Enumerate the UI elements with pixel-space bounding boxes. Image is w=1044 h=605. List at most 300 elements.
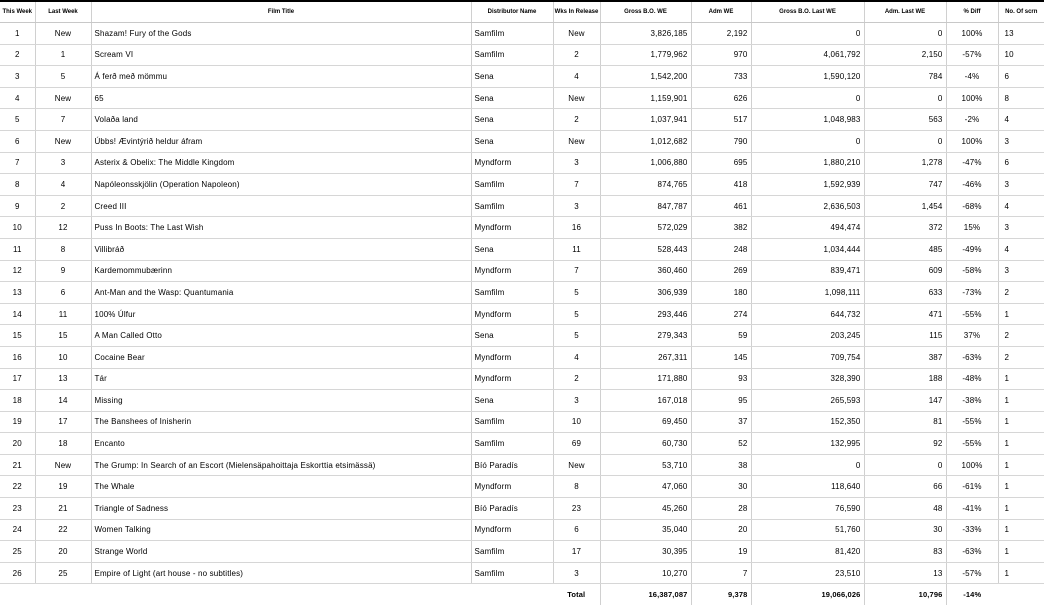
table-row — [0, 174, 1044, 196]
cell-percent-diff: -57% — [946, 562, 998, 584]
cell-last-week: 3 — [35, 152, 91, 174]
col-gross-we: Gross B.O. WE — [600, 1, 691, 23]
cell-adm-we: 790 — [691, 130, 751, 152]
cell-adm-last-we: 188 — [864, 368, 946, 390]
cell-gross-last-we: 709,754 — [751, 346, 864, 368]
cell-last-week: 9 — [35, 260, 91, 282]
cell-weeks-in-release: 2 — [553, 44, 600, 66]
cell-gross-last-we: 203,245 — [751, 325, 864, 347]
cell-gross-last-we: 4,061,792 — [751, 44, 864, 66]
cell-weeks-in-release: 4 — [553, 346, 600, 368]
cell-gross-last-we: 1,592,939 — [751, 174, 864, 196]
cell-adm-we: 461 — [691, 195, 751, 217]
cell-gross-we: 1,006,880 — [600, 152, 691, 174]
cell-no-of-screens: 6 — [998, 152, 1044, 174]
table-row — [0, 260, 1044, 282]
cell-adm-we: 59 — [691, 325, 751, 347]
cell-last-week: New — [35, 87, 91, 109]
cell-gross-we: 874,765 — [600, 174, 691, 196]
totals-gross-last-we: 19,066,026 — [751, 584, 864, 605]
cell-film-title: Cocaine Bear — [91, 346, 471, 368]
cell-adm-last-we: 13 — [864, 562, 946, 584]
cell-gross-last-we: 1,098,111 — [751, 282, 864, 304]
cell-adm-we: 52 — [691, 433, 751, 455]
table-row — [0, 476, 1044, 498]
cell-distributor: Sena — [471, 130, 553, 152]
cell-no-of-screens: 1 — [998, 562, 1044, 584]
cell-weeks-in-release: New — [553, 87, 600, 109]
cell-adm-last-we: 2,150 — [864, 44, 946, 66]
cell-last-week: 6 — [35, 282, 91, 304]
cell-weeks-in-release: 17 — [553, 541, 600, 563]
cell-last-week: 21 — [35, 498, 91, 520]
cell-gross-we: 847,787 — [600, 195, 691, 217]
cell-adm-last-we: 83 — [864, 541, 946, 563]
cell-percent-diff: -73% — [946, 282, 998, 304]
cell-percent-diff: -63% — [946, 346, 998, 368]
cell-last-week: 11 — [35, 303, 91, 325]
cell-weeks-in-release: 3 — [553, 152, 600, 174]
cell-adm-we: 19 — [691, 541, 751, 563]
cell-distributor: Myndform — [471, 368, 553, 390]
cell-gross-last-we: 0 — [751, 23, 864, 45]
cell-weeks-in-release: 6 — [553, 519, 600, 541]
cell-percent-diff: -55% — [946, 411, 998, 433]
cell-distributor: Samfilm — [471, 562, 553, 584]
cell-percent-diff: -46% — [946, 174, 998, 196]
cell-weeks-in-release: 11 — [553, 238, 600, 260]
table-row — [0, 519, 1044, 541]
cell-distributor: Samfilm — [471, 44, 553, 66]
totals-diff: -14% — [946, 584, 998, 605]
cell-percent-diff: -55% — [946, 433, 998, 455]
cell-last-week: 10 — [35, 346, 91, 368]
cell-distributor: Bíó Paradís — [471, 498, 553, 520]
cell-gross-we: 45,260 — [600, 498, 691, 520]
cell-this-week: 12 — [0, 260, 35, 282]
cell-distributor: Sena — [471, 390, 553, 412]
cell-percent-diff: 100% — [946, 23, 998, 45]
cell-adm-we: 517 — [691, 109, 751, 131]
cell-gross-last-we: 118,640 — [751, 476, 864, 498]
table-row — [0, 346, 1044, 368]
cell-adm-we: 274 — [691, 303, 751, 325]
cell-no-of-screens: 1 — [998, 411, 1044, 433]
cell-this-week: 18 — [0, 390, 35, 412]
table-row — [0, 195, 1044, 217]
col-film-title: Film Title — [91, 1, 471, 23]
cell-gross-we: 10,270 — [600, 562, 691, 584]
cell-percent-diff: -49% — [946, 238, 998, 260]
cell-weeks-in-release: 3 — [553, 390, 600, 412]
col-weeks-in-release: Wks In Release — [553, 1, 600, 23]
cell-adm-last-we: 81 — [864, 411, 946, 433]
cell-last-week: 7 — [35, 109, 91, 131]
table-row — [0, 325, 1044, 347]
cell-percent-diff: 100% — [946, 454, 998, 476]
cell-film-title: The Whale — [91, 476, 471, 498]
cell-distributor: Myndform — [471, 476, 553, 498]
cell-gross-we: 30,395 — [600, 541, 691, 563]
totals-adm-we: 9,378 — [691, 584, 751, 605]
cell-percent-diff: -38% — [946, 390, 998, 412]
cell-film-title: Triangle of Sadness — [91, 498, 471, 520]
cell-adm-we: 695 — [691, 152, 751, 174]
cell-film-title: 100% Úlfur — [91, 303, 471, 325]
cell-adm-we: 418 — [691, 174, 751, 196]
cell-gross-last-we: 1,048,983 — [751, 109, 864, 131]
table-row — [0, 541, 1044, 563]
cell-no-of-screens: 4 — [998, 195, 1044, 217]
cell-distributor: Samfilm — [471, 541, 553, 563]
cell-no-of-screens: 4 — [998, 109, 1044, 131]
cell-gross-we: 572,029 — [600, 217, 691, 239]
cell-this-week: 15 — [0, 325, 35, 347]
cell-distributor: Myndform — [471, 260, 553, 282]
cell-last-week: New — [35, 454, 91, 476]
cell-distributor: Sena — [471, 325, 553, 347]
cell-this-week: 7 — [0, 152, 35, 174]
cell-gross-last-we: 265,593 — [751, 390, 864, 412]
cell-percent-diff: -57% — [946, 44, 998, 66]
cell-gross-last-we: 328,390 — [751, 368, 864, 390]
cell-distributor: Bíó Paradís — [471, 454, 553, 476]
cell-distributor: Samfilm — [471, 195, 553, 217]
cell-no-of-screens: 1 — [998, 454, 1044, 476]
cell-adm-last-we: 48 — [864, 498, 946, 520]
cell-weeks-in-release: New — [553, 130, 600, 152]
cell-adm-last-we: 66 — [864, 476, 946, 498]
cell-gross-we: 1,037,941 — [600, 109, 691, 131]
cell-gross-last-we: 644,732 — [751, 303, 864, 325]
table-row — [0, 303, 1044, 325]
cell-percent-diff: -68% — [946, 195, 998, 217]
cell-adm-we: 145 — [691, 346, 751, 368]
col-gross-last-we: Gross B.O. Last WE — [751, 1, 864, 23]
cell-adm-last-we: 609 — [864, 260, 946, 282]
cell-this-week: 6 — [0, 130, 35, 152]
cell-no-of-screens: 10 — [998, 44, 1044, 66]
cell-film-title: Strange World — [91, 541, 471, 563]
cell-percent-diff: -41% — [946, 498, 998, 520]
cell-gross-we: 53,710 — [600, 454, 691, 476]
cell-weeks-in-release: New — [553, 454, 600, 476]
cell-film-title: Encanto — [91, 433, 471, 455]
table-row — [0, 44, 1044, 66]
cell-gross-we: 1,542,200 — [600, 66, 691, 88]
cell-gross-last-we: 0 — [751, 87, 864, 109]
cell-gross-we: 1,159,901 — [600, 87, 691, 109]
cell-this-week: 13 — [0, 282, 35, 304]
cell-gross-we: 171,880 — [600, 368, 691, 390]
totals-adm-last-we: 10,796 — [864, 584, 946, 605]
cell-no-of-screens: 13 — [998, 23, 1044, 45]
cell-weeks-in-release: 69 — [553, 433, 600, 455]
cell-film-title: Shazam! Fury of the Gods — [91, 23, 471, 45]
cell-adm-last-we: 30 — [864, 519, 946, 541]
cell-this-week: 17 — [0, 368, 35, 390]
cell-no-of-screens: 3 — [998, 130, 1044, 152]
cell-last-week: 1 — [35, 44, 91, 66]
cell-last-week: 18 — [35, 433, 91, 455]
cell-weeks-in-release: 3 — [553, 195, 600, 217]
cell-film-title: Úbbs! Ævintýrið heldur áfram — [91, 130, 471, 152]
cell-weeks-in-release: 5 — [553, 282, 600, 304]
col-adm-we: Adm WE — [691, 1, 751, 23]
cell-this-week: 22 — [0, 476, 35, 498]
cell-adm-last-we: 471 — [864, 303, 946, 325]
cell-gross-we: 60,730 — [600, 433, 691, 455]
cell-film-title: Women Talking — [91, 519, 471, 541]
cell-film-title: Empire of Light (art house - no subtitles) — [91, 562, 471, 584]
cell-adm-we: 2,192 — [691, 23, 751, 45]
cell-film-title: A Man Called Otto — [91, 325, 471, 347]
cell-this-week: 23 — [0, 498, 35, 520]
cell-adm-last-we: 115 — [864, 325, 946, 347]
cell-percent-diff: -48% — [946, 368, 998, 390]
cell-film-title: Asterix & Obelix: The Middle Kingdom — [91, 152, 471, 174]
cell-adm-we: 93 — [691, 368, 751, 390]
cell-adm-last-we: 0 — [864, 454, 946, 476]
cell-adm-we: 28 — [691, 498, 751, 520]
cell-no-of-screens: 1 — [998, 519, 1044, 541]
cell-film-title: Scream VI — [91, 44, 471, 66]
cell-gross-we: 3,826,185 — [600, 23, 691, 45]
cell-adm-we: 20 — [691, 519, 751, 541]
cell-last-week: 5 — [35, 66, 91, 88]
totals-label: Total — [567, 590, 586, 600]
cell-film-title: Villibráð — [91, 238, 471, 260]
cell-percent-diff: -58% — [946, 260, 998, 282]
cell-weeks-in-release: 4 — [553, 66, 600, 88]
cell-gross-last-we: 1,034,444 — [751, 238, 864, 260]
cell-adm-last-we: 92 — [864, 433, 946, 455]
cell-percent-diff: -47% — [946, 152, 998, 174]
cell-this-week: 19 — [0, 411, 35, 433]
cell-adm-last-we: 387 — [864, 346, 946, 368]
cell-film-title: 65 — [91, 87, 471, 109]
cell-this-week: 1 — [0, 23, 35, 45]
cell-distributor: Samfilm — [471, 433, 553, 455]
table-row — [0, 109, 1044, 131]
cell-last-week: 2 — [35, 195, 91, 217]
cell-percent-diff: -2% — [946, 109, 998, 131]
cell-gross-last-we: 2,636,503 — [751, 195, 864, 217]
cell-weeks-in-release: 23 — [553, 498, 600, 520]
cell-this-week: 8 — [0, 174, 35, 196]
cell-film-title: Missing — [91, 390, 471, 412]
cell-no-of-screens: 1 — [998, 303, 1044, 325]
table-row — [0, 282, 1044, 304]
cell-gross-last-we: 152,350 — [751, 411, 864, 433]
col-distributor: Distributor Name — [471, 1, 553, 23]
table-row — [0, 433, 1044, 455]
totals-row — [0, 584, 1044, 605]
cell-distributor: Myndform — [471, 303, 553, 325]
cell-weeks-in-release: 10 — [553, 411, 600, 433]
cell-weeks-in-release: 2 — [553, 109, 600, 131]
cell-adm-we: 95 — [691, 390, 751, 412]
cell-weeks-in-release: New — [553, 23, 600, 45]
cell-distributor: Samfilm — [471, 411, 553, 433]
cell-last-week: 17 — [35, 411, 91, 433]
cell-adm-last-we: 0 — [864, 130, 946, 152]
cell-distributor: Sena — [471, 109, 553, 131]
cell-weeks-in-release: 5 — [553, 325, 600, 347]
cell-distributor: Myndform — [471, 217, 553, 239]
cell-weeks-in-release: 8 — [553, 476, 600, 498]
cell-this-week: 25 — [0, 541, 35, 563]
cell-adm-we: 38 — [691, 454, 751, 476]
cell-this-week: 21 — [0, 454, 35, 476]
cell-distributor: Samfilm — [471, 282, 553, 304]
cell-film-title: The Banshees of Inisherin — [91, 411, 471, 433]
cell-distributor: Samfilm — [471, 23, 553, 45]
cell-gross-last-we: 76,590 — [751, 498, 864, 520]
cell-last-week: 25 — [35, 562, 91, 584]
cell-distributor: Myndform — [471, 519, 553, 541]
cell-percent-diff: -61% — [946, 476, 998, 498]
cell-adm-we: 248 — [691, 238, 751, 260]
totals-blank — [471, 584, 553, 605]
cell-gross-we: 1,012,682 — [600, 130, 691, 152]
cell-gross-last-we: 839,471 — [751, 260, 864, 282]
cell-gross-last-we: 1,590,120 — [751, 66, 864, 88]
cell-gross-we: 69,450 — [600, 411, 691, 433]
cell-distributor: Sena — [471, 87, 553, 109]
cell-this-week: 14 — [0, 303, 35, 325]
cell-distributor: Myndform — [471, 152, 553, 174]
cell-adm-last-we: 485 — [864, 238, 946, 260]
col-this-week: This Week — [0, 1, 35, 23]
table-row — [0, 454, 1044, 476]
cell-percent-diff: 15% — [946, 217, 998, 239]
cell-this-week: 5 — [0, 109, 35, 131]
cell-last-week: 14 — [35, 390, 91, 412]
cell-adm-we: 733 — [691, 66, 751, 88]
table-row — [0, 152, 1044, 174]
col-last-week: Last Week — [35, 1, 91, 23]
cell-weeks-in-release: 7 — [553, 174, 600, 196]
col-adm-last-we: Adm. Last WE — [864, 1, 946, 23]
cell-adm-last-we: 563 — [864, 109, 946, 131]
cell-percent-diff: -33% — [946, 519, 998, 541]
totals-gross-we: 16,387,087 — [600, 584, 691, 605]
cell-gross-we: 293,446 — [600, 303, 691, 325]
cell-last-week: 8 — [35, 238, 91, 260]
cell-this-week: 20 — [0, 433, 35, 455]
cell-gross-we: 528,443 — [600, 238, 691, 260]
cell-adm-we: 269 — [691, 260, 751, 282]
cell-weeks-in-release: 3 — [553, 562, 600, 584]
cell-last-week: 12 — [35, 217, 91, 239]
cell-film-title: Á ferð með mömmu — [91, 66, 471, 88]
cell-this-week: 11 — [0, 238, 35, 260]
table-row — [0, 217, 1044, 239]
cell-adm-we: 626 — [691, 87, 751, 109]
cell-this-week: 16 — [0, 346, 35, 368]
cell-film-title: Puss In Boots: The Last Wish — [91, 217, 471, 239]
cell-gross-last-we: 81,420 — [751, 541, 864, 563]
cell-gross-last-we: 0 — [751, 130, 864, 152]
cell-last-week: New — [35, 130, 91, 152]
cell-adm-we: 30 — [691, 476, 751, 498]
cell-gross-last-we: 1,880,210 — [751, 152, 864, 174]
header-row — [0, 1, 1044, 23]
cell-gross-last-we: 132,995 — [751, 433, 864, 455]
cell-adm-last-we: 747 — [864, 174, 946, 196]
cell-no-of-screens: 1 — [998, 541, 1044, 563]
cell-last-week: 4 — [35, 174, 91, 196]
cell-film-title: The Grump: In Search of an Escort (Mielensäpahoittaja Eskorttia etsimässä) — [91, 454, 471, 476]
cell-gross-last-we: 494,474 — [751, 217, 864, 239]
cell-adm-last-we: 372 — [864, 217, 946, 239]
cell-no-of-screens: 2 — [998, 325, 1044, 347]
cell-adm-last-we: 784 — [864, 66, 946, 88]
cell-this-week: 3 — [0, 66, 35, 88]
cell-percent-diff: 37% — [946, 325, 998, 347]
cell-adm-last-we: 633 — [864, 282, 946, 304]
cell-no-of-screens: 1 — [998, 390, 1044, 412]
cell-gross-last-we: 51,760 — [751, 519, 864, 541]
cell-gross-last-we: 0 — [751, 454, 864, 476]
cell-last-week: 19 — [35, 476, 91, 498]
cell-adm-we: 970 — [691, 44, 751, 66]
cell-film-title: Creed III — [91, 195, 471, 217]
cell-no-of-screens: 1 — [998, 476, 1044, 498]
cell-distributor: Sena — [471, 66, 553, 88]
cell-weeks-in-release: 16 — [553, 217, 600, 239]
cell-no-of-screens: 6 — [998, 66, 1044, 88]
totals-blank — [35, 584, 91, 605]
cell-adm-we: 180 — [691, 282, 751, 304]
cell-no-of-screens: 3 — [998, 217, 1044, 239]
cell-gross-we: 279,343 — [600, 325, 691, 347]
cell-no-of-screens: 2 — [998, 346, 1044, 368]
cell-this-week: 26 — [0, 562, 35, 584]
cell-distributor: Sena — [471, 238, 553, 260]
totals-blank — [91, 584, 471, 605]
cell-this-week: 9 — [0, 195, 35, 217]
cell-gross-we: 306,939 — [600, 282, 691, 304]
cell-adm-we: 7 — [691, 562, 751, 584]
cell-film-title: Tár — [91, 368, 471, 390]
cell-percent-diff: 100% — [946, 130, 998, 152]
cell-this-week: 24 — [0, 519, 35, 541]
cell-gross-we: 167,018 — [600, 390, 691, 412]
cell-no-of-screens: 1 — [998, 498, 1044, 520]
table-row — [0, 23, 1044, 45]
col-no-of-screens: No. Of scrn — [998, 1, 1044, 23]
cell-no-of-screens: 3 — [998, 260, 1044, 282]
totals-blank — [998, 584, 1044, 605]
cell-percent-diff: -55% — [946, 303, 998, 325]
table-row — [0, 498, 1044, 520]
cell-gross-we: 267,311 — [600, 346, 691, 368]
cell-last-week: 22 — [35, 519, 91, 541]
cell-no-of-screens: 8 — [998, 87, 1044, 109]
cell-percent-diff: -63% — [946, 541, 998, 563]
col-percent-diff: % Diff — [946, 1, 998, 23]
table-row — [0, 238, 1044, 260]
cell-this-week: 2 — [0, 44, 35, 66]
cell-last-week: 20 — [35, 541, 91, 563]
cell-no-of-screens: 2 — [998, 282, 1044, 304]
cell-percent-diff: -4% — [946, 66, 998, 88]
cell-film-title: Kardemommubærinn — [91, 260, 471, 282]
cell-adm-we: 382 — [691, 217, 751, 239]
cell-last-week: 15 — [35, 325, 91, 347]
